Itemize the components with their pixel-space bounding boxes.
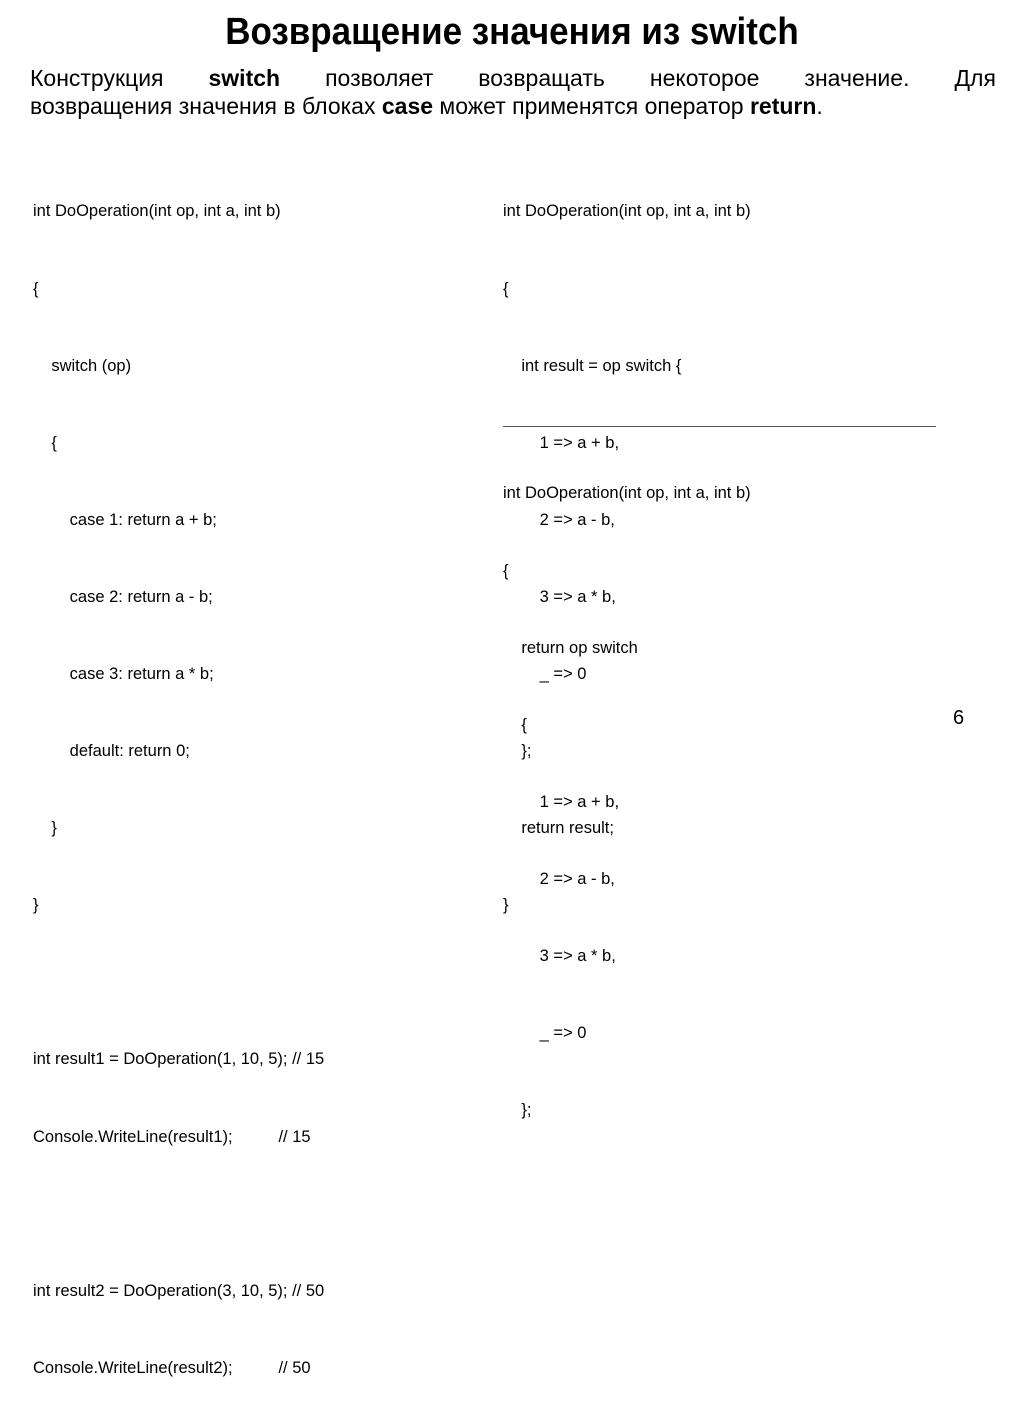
- intro-keyword-switch: switch: [208, 65, 281, 91]
- code-line: {: [503, 715, 527, 734]
- code-line: {: [503, 279, 509, 298]
- intro-keyword-case: case: [381, 93, 434, 119]
- code-line: return result;: [503, 819, 614, 838]
- intro-line-2: [30, 92, 996, 120]
- code-line: case 3: return a * b;: [33, 664, 214, 683]
- code-line: }: [33, 819, 57, 838]
- intro-text: может применятся оператор: [433, 93, 750, 119]
- code-line: return op switch: [503, 638, 638, 657]
- code-line: int DoOperation(int op, int a, int b): [503, 484, 751, 503]
- code-line: _ => 0: [503, 1024, 587, 1043]
- code-line: Console.WriteLine(result2); // 50: [33, 1358, 311, 1377]
- code-line: {: [503, 561, 509, 580]
- slide-title: Возвращение значения из switch: [225, 11, 799, 53]
- code-block-switch-expression-return: [503, 430, 751, 1150]
- code-line: };: [503, 742, 532, 761]
- code-line: case 2: return a - b;: [33, 587, 213, 606]
- code-line: default: return 0;: [33, 742, 190, 761]
- intro-word: Для: [954, 65, 996, 91]
- intro-word: некоторое: [649, 65, 760, 91]
- code-line: [33, 1202, 324, 1228]
- intro-paragraph: [30, 64, 996, 120]
- code-line: 1 => a + b,: [503, 792, 620, 811]
- intro-word: позволяет: [325, 65, 434, 91]
- code-line: 3 => a * b,: [503, 946, 616, 965]
- code-line: 1 => a + b,: [503, 433, 620, 452]
- section-divider: [503, 426, 936, 427]
- intro-text: возвращения значения в блоках: [30, 93, 382, 119]
- code-block-switch-statement: [33, 148, 324, 1407]
- code-line: 3 => a * b,: [503, 587, 616, 606]
- code-line: case 1: return a + b;: [33, 510, 217, 529]
- intro-word: возвращать: [478, 65, 605, 91]
- code-line: Console.WriteLine(result1); // 15: [33, 1127, 311, 1146]
- code-line: int DoOperation(int op, int a, int b): [503, 202, 751, 221]
- intro-keyword-return: return: [749, 93, 817, 119]
- code-line: 2 => a - b,: [503, 869, 615, 888]
- code-line: }: [503, 896, 509, 915]
- code-line: };: [503, 1101, 532, 1120]
- intro-line-1: [30, 64, 996, 92]
- intro-text: .: [816, 93, 823, 119]
- page-number: 6: [953, 707, 965, 729]
- code-line: int result = op switch {: [503, 356, 682, 375]
- code-line: _ => 0: [503, 664, 587, 683]
- code-line: int result1 = DoOperation(1, 10, 5); // 15: [33, 1050, 325, 1069]
- code-line: int DoOperation(int op, int a, int b): [33, 202, 281, 221]
- code-line: switch (op): [33, 356, 132, 375]
- code-line: {: [33, 279, 39, 298]
- intro-word: значение.: [804, 65, 910, 91]
- code-line: }: [33, 896, 39, 915]
- code-line: int result2 = DoOperation(3, 10, 5); // 50: [33, 1281, 325, 1300]
- code-line: [33, 970, 324, 996]
- code-line: {: [33, 433, 57, 452]
- code-line: 2 => a - b,: [503, 510, 615, 529]
- intro-word: Конструкция: [30, 65, 164, 91]
